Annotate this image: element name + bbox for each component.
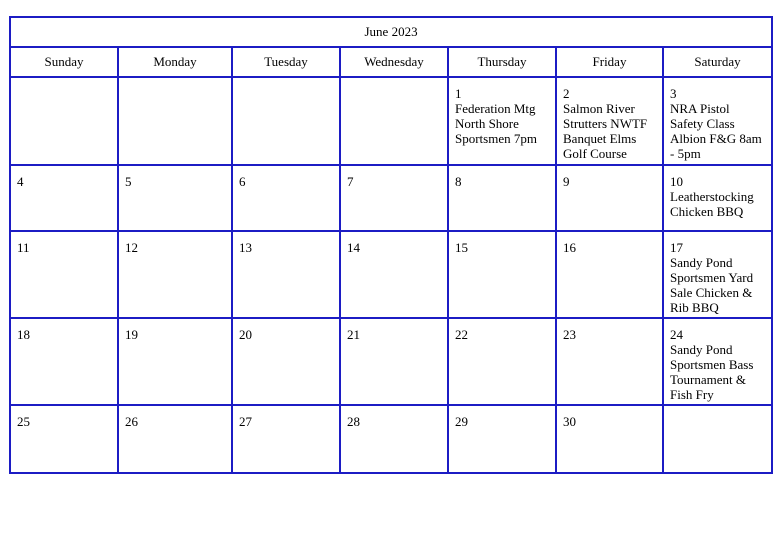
day-number: 17 bbox=[670, 240, 683, 255]
weekday-header-thursday: Thursday bbox=[448, 47, 556, 77]
day-cell bbox=[10, 405, 118, 473]
day-event-text: Federation Mtg North Shore Sportsmen 7pm bbox=[455, 101, 537, 146]
day-cell bbox=[663, 231, 772, 318]
day-cell-content bbox=[119, 166, 231, 189]
calendar-week-row bbox=[10, 165, 772, 231]
day-cell bbox=[556, 165, 663, 231]
day-cell bbox=[340, 165, 448, 231]
day-number: 20 bbox=[239, 327, 252, 342]
weekday-header-wednesday: Wednesday bbox=[340, 47, 448, 77]
day-cell bbox=[232, 318, 340, 405]
day-cell-content bbox=[557, 406, 662, 429]
day-number: 21 bbox=[347, 327, 360, 342]
weekday-header-sunday: Sunday bbox=[10, 47, 118, 77]
day-event-text: Leatherstocking Chicken BBQ bbox=[670, 189, 754, 219]
day-cell-content bbox=[233, 78, 339, 86]
day-cell bbox=[118, 231, 232, 318]
day-number: 25 bbox=[17, 414, 30, 429]
day-cell bbox=[340, 231, 448, 318]
day-number: 5 bbox=[125, 174, 132, 189]
day-cell-content bbox=[449, 406, 555, 429]
day-number: 18 bbox=[17, 327, 30, 342]
day-cell bbox=[232, 405, 340, 473]
day-cell bbox=[232, 77, 340, 165]
day-cell-content bbox=[11, 406, 117, 429]
day-number: 28 bbox=[347, 414, 360, 429]
day-cell-content bbox=[449, 166, 555, 189]
day-cell-content bbox=[119, 232, 231, 255]
day-cell bbox=[448, 405, 556, 473]
day-cell-content bbox=[341, 166, 447, 189]
calendar-title: June 2023 bbox=[10, 17, 772, 47]
day-number: 22 bbox=[455, 327, 468, 342]
day-cell bbox=[340, 318, 448, 405]
weekday-header-monday: Monday bbox=[118, 47, 232, 77]
day-number: 4 bbox=[17, 174, 24, 189]
calendar-week-row bbox=[10, 405, 772, 473]
day-cell-content bbox=[557, 319, 662, 342]
day-cell-content bbox=[233, 406, 339, 429]
day-cell bbox=[556, 405, 663, 473]
calendar-table bbox=[9, 16, 773, 474]
day-cell bbox=[340, 405, 448, 473]
weekday-header-friday: Friday bbox=[556, 47, 663, 77]
day-cell bbox=[118, 405, 232, 473]
day-number: 19 bbox=[125, 327, 138, 342]
day-number: 6 bbox=[239, 174, 246, 189]
day-cell-content bbox=[119, 319, 231, 342]
day-cell bbox=[556, 318, 663, 405]
day-number: 9 bbox=[563, 174, 570, 189]
day-number: 29 bbox=[455, 414, 468, 429]
day-number: 30 bbox=[563, 414, 576, 429]
day-cell bbox=[663, 318, 772, 405]
weekday-header-tuesday: Tuesday bbox=[232, 47, 340, 77]
weekday-header-saturday: Saturday bbox=[663, 47, 772, 77]
day-cell-content bbox=[557, 166, 662, 189]
day-event-text: NRA Pistol Safety Class Albion F&G 8am - 5pm bbox=[670, 101, 762, 161]
day-event-text: Salmon River Strutters NWTF Banquet Elms Golf Course bbox=[563, 101, 648, 161]
day-cell bbox=[663, 77, 772, 165]
day-cell bbox=[232, 165, 340, 231]
day-cell bbox=[663, 405, 772, 473]
day-cell-content bbox=[664, 406, 771, 414]
day-cell-content bbox=[11, 319, 117, 342]
calendar-week-row bbox=[10, 318, 772, 405]
day-cell bbox=[448, 318, 556, 405]
day-cell bbox=[10, 318, 118, 405]
day-cell-content bbox=[449, 78, 555, 146]
day-cell-content bbox=[233, 166, 339, 189]
day-cell bbox=[556, 77, 663, 165]
day-cell bbox=[118, 318, 232, 405]
day-number: 3 bbox=[670, 86, 677, 101]
day-cell-content bbox=[119, 78, 231, 86]
day-cell-content bbox=[341, 78, 447, 86]
day-cell bbox=[448, 165, 556, 231]
day-cell bbox=[10, 77, 118, 165]
day-cell-content bbox=[449, 319, 555, 342]
day-cell-content bbox=[119, 406, 231, 429]
calendar-weeks bbox=[10, 77, 772, 473]
day-number: 7 bbox=[347, 174, 354, 189]
day-cell-content bbox=[341, 232, 447, 255]
day-number: 23 bbox=[563, 327, 576, 342]
day-cell bbox=[556, 231, 663, 318]
day-number: 14 bbox=[347, 240, 360, 255]
day-event-text: Sandy Pond Sportsmen Bass Tournament & Fish Fry bbox=[670, 342, 754, 402]
day-cell-content bbox=[449, 232, 555, 255]
day-number: 2 bbox=[563, 86, 570, 101]
day-cell-content bbox=[557, 232, 662, 255]
day-cell-content bbox=[233, 232, 339, 255]
day-number: 10 bbox=[670, 174, 683, 189]
day-number: 16 bbox=[563, 240, 576, 255]
day-cell-content bbox=[664, 232, 771, 315]
day-cell bbox=[232, 231, 340, 318]
day-number: 24 bbox=[670, 327, 683, 342]
day-cell-content bbox=[664, 319, 771, 402]
day-cell bbox=[448, 231, 556, 318]
day-cell-content bbox=[11, 166, 117, 189]
day-number: 27 bbox=[239, 414, 252, 429]
day-cell-content bbox=[341, 319, 447, 342]
day-cell-content bbox=[11, 78, 117, 86]
day-cell-content bbox=[664, 166, 771, 219]
day-cell bbox=[118, 77, 232, 165]
day-cell-content bbox=[341, 406, 447, 429]
day-cell-content bbox=[11, 232, 117, 255]
day-cell-content bbox=[664, 78, 771, 161]
day-number: 15 bbox=[455, 240, 468, 255]
day-cell bbox=[10, 231, 118, 318]
day-number: 1 bbox=[455, 86, 462, 101]
day-cell bbox=[448, 77, 556, 165]
day-number: 11 bbox=[17, 240, 30, 255]
day-number: 13 bbox=[239, 240, 252, 255]
calendar-week-row bbox=[10, 231, 772, 318]
day-cell bbox=[340, 77, 448, 165]
day-number: 26 bbox=[125, 414, 138, 429]
day-cell bbox=[663, 165, 772, 231]
day-number: 12 bbox=[125, 240, 138, 255]
calendar-week-row bbox=[10, 77, 772, 165]
day-cell-content bbox=[233, 319, 339, 342]
day-event-text: Sandy Pond Sportsmen Yard Sale Chicken & Rib BBQ bbox=[670, 255, 754, 315]
day-cell bbox=[10, 165, 118, 231]
day-cell-content bbox=[557, 78, 662, 161]
day-number: 8 bbox=[455, 174, 462, 189]
day-cell bbox=[118, 165, 232, 231]
